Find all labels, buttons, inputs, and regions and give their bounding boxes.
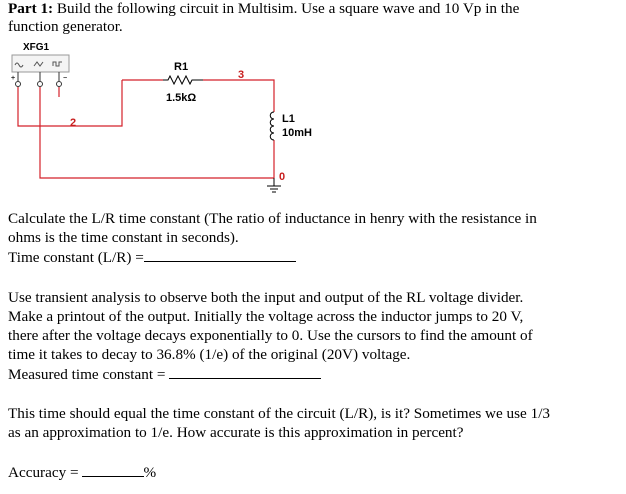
measured-time-constant-blank[interactable] [169,365,321,379]
accuracy-unit: % [143,464,157,481]
rl-circuit-schematic [0,0,626,205]
svg-text:+: + [11,75,16,82]
terminal-positive [16,82,21,87]
node-label-2: 2 [70,117,77,129]
part1-instruction: Build the following circuit in Multisim. Use a square wave and 10 Vp in the [53,0,520,17]
inductor-name: L1 [282,113,295,125]
approximation-line-2: as an approximation to 1/e. How accurate is this approximation in percent? [8,424,464,441]
generator-label: XFG1 [23,42,50,53]
accuracy-label: Accuracy = [8,464,79,481]
svg-text:−: − [63,75,68,82]
measured-time-constant-label: Measured time constant = [8,366,166,383]
resistor-name: R1 [174,61,189,73]
terminal-common [38,82,43,87]
approximation-line-1: This time should equal the time constant of the circuit (L/R), is it? Sometimes we use 1/3 [8,405,551,422]
transient-line-1: Use transient analysis to observe both the input and output of the RL voltage divider. [8,289,524,306]
resistor-value: 1.5kΩ [166,92,197,104]
part1-line-2: function generator. [8,18,123,35]
time-constant-blank[interactable] [144,248,296,262]
time-constant-field [8,248,296,267]
inductor-value: 10mH [282,127,312,139]
accuracy-field [8,463,156,482]
node-label-0: 0 [279,171,286,183]
wire-node-2-left [18,87,40,126]
circuit-wires [18,80,274,178]
wire-node-2 [40,80,122,126]
node-label-3: 3 [238,69,245,81]
accuracy-blank[interactable] [82,463,144,477]
wire-node-3 [203,80,274,112]
inductor-symbol [270,112,274,140]
transient-line-3: there after the voltage decays exponentially to 0. Use the cursors to find the amount of [8,327,533,344]
time-constant-label: Time constant (L/R) = [8,249,144,266]
generator-terminals [16,72,62,87]
resistor-symbol [163,76,203,84]
time-constant-line-1: Calculate the L/R time constant (The ratio of inductance in henry with the resistance in [8,210,537,227]
transient-line-4: time it takes to decay to 36.8% (1/e) of the original (20V) voltage. [8,346,411,363]
measured-time-constant-field [8,365,321,384]
transient-line-2: Make a printout of the output. Initially the voltage across the inductor jumps to 20 V, [8,308,524,325]
time-constant-line-2: ohms is the time constant in seconds). [8,229,239,246]
terminal-negative [57,82,62,87]
function-generator-body [12,55,69,72]
wire-node-0 [40,126,274,178]
part1-heading: Part 1: [8,0,54,17]
